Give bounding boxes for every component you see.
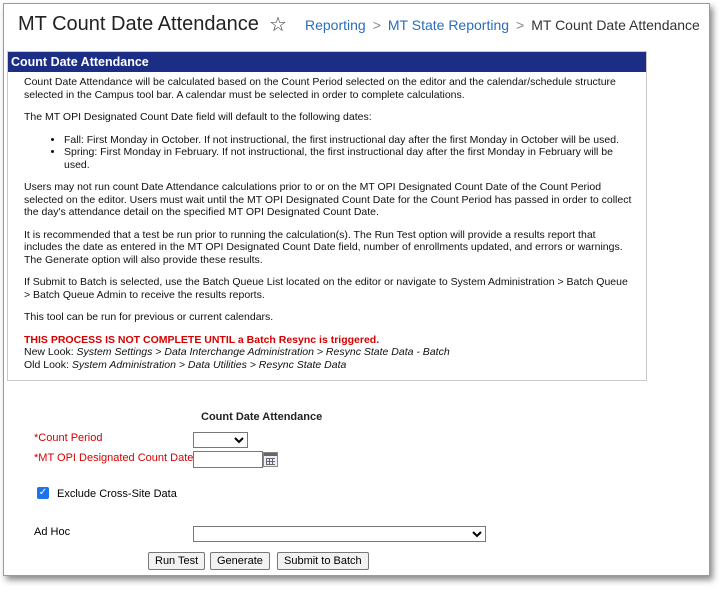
- old-look-path: [24, 359, 636, 372]
- page-title: MT Count Date Attendance: [18, 13, 259, 35]
- list-item: • Fall: First Monday in October. If not instructional, the first instructional day after the first Monday in October will be used.: [64, 134, 636, 147]
- breadcrumb-current: MT Count Date Attendance: [531, 17, 700, 33]
- old-look-value: System Administration > Data Utilities > Resync State Data: [71, 358, 347, 371]
- exclude-cross-site-checkbox[interactable]: ✓: [38, 487, 48, 498]
- count-period-select[interactable]: [193, 432, 248, 448]
- panel-body: [8, 72, 646, 371]
- ad-hoc-label: Ad Hoc: [34, 526, 71, 538]
- panel-title: Count Date Attendance: [8, 52, 646, 72]
- info-paragraph: This tool can be run for previous or current calendars.: [24, 311, 274, 323]
- new-look-path: [24, 346, 636, 359]
- resync-warning: THIS PROCESS IS NOT COMPLETE UNTIL a Batch Resync is triggered.: [24, 333, 380, 346]
- editor-form: [4, 382, 644, 575]
- window: [3, 3, 710, 576]
- info-paragraph: If Submit to Batch is selected, use the Batch Queue List located on the editor or navigate to System Administration > Batch Queue > Batch Queue Admin to receive the results reports.: [24, 276, 628, 301]
- count-date-input[interactable]: [193, 451, 263, 468]
- info-paragraph: Users may not run count Date Attendance calculations prior to or on the MT OPI Designated Count Date of the Count Period selected on the editor. Users must wait until the MT OPI Designated Count Date for the Count Period has passed in order to collect the day's attendance detail on the specified MT OPI Designated Count Date.: [24, 181, 632, 218]
- new-look-label: New Look:: [24, 346, 77, 358]
- breadcrumb-reporting[interactable]: Reporting: [305, 17, 366, 33]
- new-look-value: System Settings > Data Interchange Administration > Resync State Data - Batch: [76, 346, 450, 358]
- calendar-icon[interactable]: [263, 452, 278, 467]
- chevron-right-icon: >: [516, 17, 525, 33]
- info-paragraph: The MT OPI Designated Count Date field will default to the following dates:: [24, 111, 372, 123]
- chevron-right-icon: >: [372, 17, 381, 33]
- info-paragraph: Count Date Attendance will be calculated based on the Count Period selected on the editor and the calendar/schedule structure selected in the Campus tool bar. A calendar must be selected in order to complete calculations.: [24, 76, 616, 101]
- favorite-star-icon[interactable]: ☆: [269, 14, 287, 36]
- run-test-button[interactable]: Run Test: [148, 552, 205, 570]
- exclude-cross-site-label: Exclude Cross-Site Data: [57, 488, 177, 500]
- ad-hoc-select[interactable]: [193, 526, 486, 542]
- count-date-label: *MT OPI Designated Count Date: [34, 452, 194, 464]
- breadcrumb: [305, 17, 700, 33]
- submit-to-batch-button[interactable]: Submit to Batch: [277, 552, 369, 570]
- list-item: • Spring: First Monday in February. If not instructional, the first instructional day after the first Monday in February will be used.: [64, 146, 636, 171]
- old-look-label: Old Look:: [24, 358, 72, 371]
- form-title: Count Date Attendance: [201, 411, 323, 423]
- info-panel: [7, 51, 647, 381]
- date-list: [24, 134, 636, 172]
- breadcrumb-mt-state-reporting[interactable]: MT State Reporting: [387, 17, 510, 33]
- info-paragraph: It is recommended that a test be run prior to running the calculation(s). The Run Test option will provide a results report that includes the date as entered in the MT OPI Designated Count Date field, number of enrollments updated, and errors or warnings. The Generate option will also provide these results.: [24, 228, 623, 266]
- count-period-label: *Count Period: [34, 432, 103, 444]
- generate-button[interactable]: Generate: [210, 552, 270, 570]
- page-header: [4, 4, 709, 46]
